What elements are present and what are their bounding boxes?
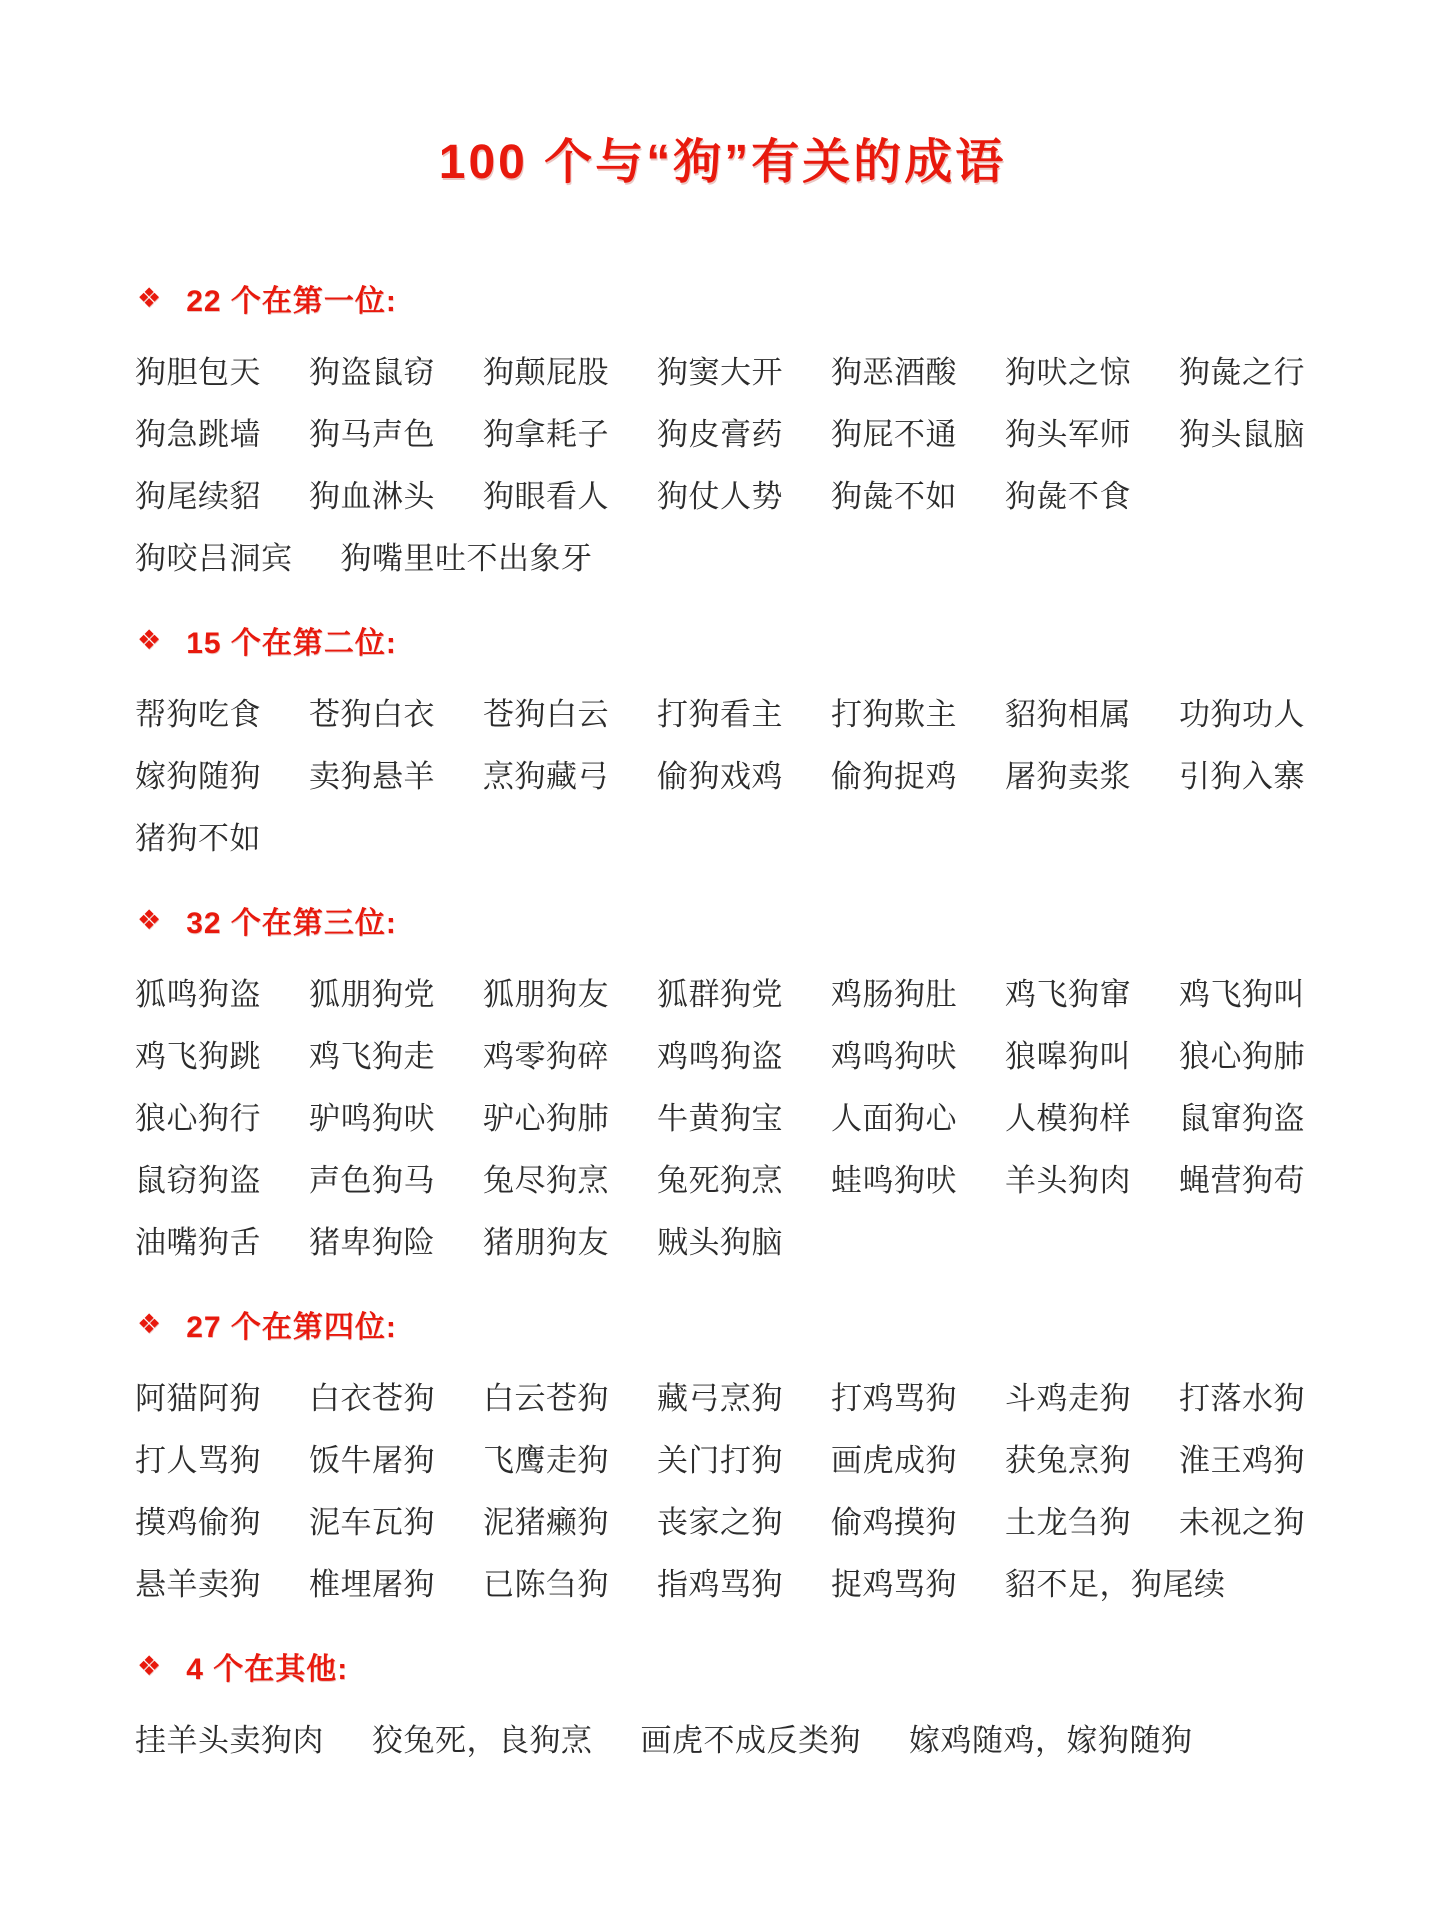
diamond-bullet-icon: ❖ — [137, 282, 163, 313]
idiom-text: 狗马声色 — [309, 416, 435, 452]
section-heading-label: 27 个在第四位: — [186, 1311, 397, 1344]
idiom-text: 关门打狗 — [657, 1442, 783, 1478]
idiom-text: 兔尽狗烹 — [483, 1162, 609, 1198]
idiom-text: 狗彘之行 — [1179, 354, 1305, 390]
idiom-text: 狐朋狗党 — [309, 976, 435, 1012]
section-heading-label: 32 个在第三位: — [186, 907, 397, 940]
idiom-text: 狗胆包天 — [135, 354, 261, 390]
idiom-line — [135, 1488, 1310, 1550]
diamond-bullet-icon: ❖ — [137, 904, 163, 935]
idiom-text: 狗头军师 — [1005, 416, 1131, 452]
idiom-text: 狗急跳墙 — [135, 416, 261, 452]
idiom-text: 嫁鸡随鸡，嫁狗随狗 — [909, 1722, 1193, 1758]
idiom-text: 狗彘不如 — [831, 478, 957, 514]
idiom-text: 摸鸡偷狗 — [135, 1504, 261, 1540]
idiom-text: 鸡飞狗走 — [309, 1038, 435, 1074]
idiom-text: 引狗入寨 — [1179, 758, 1305, 794]
idiom-text: 狗窦大开 — [657, 354, 783, 390]
idiom-text: 偷狗捉鸡 — [831, 758, 957, 794]
section-heading — [137, 620, 1310, 660]
idiom-text: 苍狗白衣 — [309, 696, 435, 732]
diamond-bullet-icon: ❖ — [137, 1650, 163, 1681]
page-title: 100 个与“狗”有关的成语 — [438, 136, 1007, 189]
section-heading — [137, 278, 1310, 318]
idiom-line — [135, 1426, 1310, 1488]
idiom-text: 鸡飞狗叫 — [1179, 976, 1305, 1012]
idiom-text: 功狗功人 — [1179, 696, 1305, 732]
idiom-text: 飞鹰走狗 — [483, 1442, 609, 1478]
idiom-text: 嫁狗随狗 — [135, 758, 261, 794]
idiom-text: 苍狗白云 — [483, 696, 609, 732]
idiom-text: 屠狗卖浆 — [1005, 758, 1131, 794]
idiom-text: 狡兔死，良狗烹 — [372, 1722, 593, 1758]
idiom-text: 已陈刍狗 — [483, 1566, 609, 1602]
idiom-text: 鸡鸣狗吠 — [831, 1038, 957, 1074]
idiom-line — [135, 1208, 1310, 1270]
idiom-text: 打鸡骂狗 — [831, 1380, 957, 1416]
idiom-text: 猪狗不如 — [135, 820, 261, 856]
idiom-text: 鼠窃狗盗 — [135, 1162, 261, 1198]
idiom-text: 狐群狗党 — [657, 976, 783, 1012]
idiom-text: 人模狗样 — [1005, 1100, 1131, 1136]
idiom-text: 牛黄狗宝 — [657, 1100, 783, 1136]
idiom-line — [135, 680, 1310, 742]
idiom-text: 狼心狗肺 — [1179, 1038, 1305, 1074]
idiom-text: 斗鸡走狗 — [1005, 1380, 1131, 1416]
idiom-line — [135, 1706, 1310, 1768]
idiom-line — [135, 400, 1310, 462]
idiom-text: 椎埋屠狗 — [309, 1566, 435, 1602]
idiom-text: 卖狗悬羊 — [309, 758, 435, 794]
idiom-text: 捉鸡骂狗 — [831, 1566, 957, 1602]
idiom-text: 丧家之狗 — [657, 1504, 783, 1540]
idiom-text: 狗恶酒酸 — [831, 354, 957, 390]
idiom-text: 阿猫阿狗 — [135, 1380, 261, 1416]
idiom-text: 狗眼看人 — [483, 478, 609, 514]
idiom-text: 偷狗戏鸡 — [657, 758, 783, 794]
idiom-line — [135, 338, 1310, 400]
idiom-text: 狗尾续貂 — [135, 478, 261, 514]
idiom-line — [135, 1364, 1310, 1426]
section-heading — [137, 1304, 1310, 1344]
idiom-text: 打人骂狗 — [135, 1442, 261, 1478]
idiom-text: 猪朋狗友 — [483, 1224, 609, 1260]
idiom-text: 烹狗藏弓 — [483, 758, 609, 794]
idiom-text: 油嘴狗舌 — [135, 1224, 261, 1260]
idiom-text: 狗彘不食 — [1005, 478, 1131, 514]
idiom-sections — [135, 278, 1310, 1768]
idiom-text: 画虎不成反类狗 — [640, 1722, 861, 1758]
idiom-line — [135, 1022, 1310, 1084]
idiom-line — [135, 804, 1310, 866]
idiom-text: 白云苍狗 — [483, 1380, 609, 1416]
idiom-text: 貂狗相属 — [1005, 696, 1131, 732]
idiom-line — [135, 1550, 1310, 1612]
idiom-text: 帮狗吃食 — [135, 696, 261, 732]
idiom-text: 悬羊卖狗 — [135, 1566, 261, 1602]
idiom-text: 指鸡骂狗 — [657, 1566, 783, 1602]
idiom-text: 泥猪癞狗 — [483, 1504, 609, 1540]
idiom-text: 贼头狗脑 — [657, 1224, 783, 1260]
idiom-text: 白衣苍狗 — [309, 1380, 435, 1416]
diamond-bullet-icon: ❖ — [137, 1308, 163, 1339]
idiom-text: 蝇营狗苟 — [1179, 1162, 1305, 1198]
idiom-text: 鸡鸣狗盗 — [657, 1038, 783, 1074]
idiom-line — [135, 960, 1310, 1022]
idiom-text: 偷鸡摸狗 — [831, 1504, 957, 1540]
idiom-line — [135, 742, 1310, 804]
idiom-text: 狗仗人势 — [657, 478, 783, 514]
idiom-text: 画虎成狗 — [831, 1442, 957, 1478]
idiom-text: 狗血淋头 — [309, 478, 435, 514]
idiom-text: 打狗看主 — [657, 696, 783, 732]
idiom-text: 狐朋狗友 — [483, 976, 609, 1012]
section-heading-label: 4 个在其他: — [186, 1653, 349, 1686]
idiom-text: 兔死狗烹 — [657, 1162, 783, 1198]
idiom-text: 貂不足，狗尾续 — [1005, 1566, 1226, 1602]
idiom-text: 狗咬吕洞宾 — [135, 540, 293, 576]
idiom-section — [135, 1304, 1310, 1612]
idiom-text: 未视之狗 — [1179, 1504, 1305, 1540]
idiom-section — [135, 278, 1310, 586]
section-heading — [137, 1646, 1310, 1686]
idiom-text: 鼠窜狗盗 — [1179, 1100, 1305, 1136]
idiom-line — [135, 1146, 1310, 1208]
idiom-text: 蛙鸣狗吠 — [831, 1162, 957, 1198]
idiom-line — [135, 1084, 1310, 1146]
idiom-text: 狗吠之惊 — [1005, 354, 1131, 390]
diamond-bullet-icon: ❖ — [137, 624, 163, 655]
idiom-text: 打狗欺主 — [831, 696, 957, 732]
idiom-text: 猪卑狗险 — [309, 1224, 435, 1260]
idiom-line — [135, 524, 1310, 586]
idiom-text: 羊头狗肉 — [1005, 1162, 1131, 1198]
section-heading-label: 15 个在第二位: — [186, 627, 397, 660]
idiom-text: 狗嘴里吐不出象牙 — [340, 540, 593, 576]
idiom-line — [135, 462, 1310, 524]
idiom-text: 鸡飞狗窜 — [1005, 976, 1131, 1012]
idiom-section — [135, 900, 1310, 1270]
idiom-text: 人面狗心 — [831, 1100, 957, 1136]
idiom-text: 淮王鸡狗 — [1179, 1442, 1305, 1478]
idiom-text: 挂羊头卖狗肉 — [135, 1722, 324, 1758]
section-heading — [137, 900, 1310, 940]
idiom-text: 狗盗鼠窃 — [309, 354, 435, 390]
idiom-text: 狼嗥狗叫 — [1005, 1038, 1131, 1074]
idiom-text: 狗头鼠脑 — [1179, 416, 1305, 452]
idiom-section — [135, 1646, 1310, 1768]
idiom-text: 鸡零狗碎 — [483, 1038, 609, 1074]
idiom-text: 藏弓烹狗 — [657, 1380, 783, 1416]
idiom-text: 饭牛屠狗 — [309, 1442, 435, 1478]
idiom-text: 驴心狗肺 — [483, 1100, 609, 1136]
idiom-section — [135, 620, 1310, 866]
idiom-text: 狼心狗行 — [135, 1100, 261, 1136]
idiom-text: 驴鸣狗吠 — [309, 1100, 435, 1136]
idiom-text: 鸡肠狗肚 — [831, 976, 957, 1012]
idiom-text: 鸡飞狗跳 — [135, 1038, 261, 1074]
idiom-text: 狗皮膏药 — [657, 416, 783, 452]
idiom-text: 获兔烹狗 — [1005, 1442, 1131, 1478]
idiom-text: 土龙刍狗 — [1005, 1504, 1131, 1540]
idiom-text: 泥车瓦狗 — [309, 1504, 435, 1540]
idiom-text: 狐鸣狗盗 — [135, 976, 261, 1012]
idiom-text: 打落水狗 — [1179, 1380, 1305, 1416]
idiom-text: 狗颠屁股 — [483, 354, 609, 390]
section-heading-label: 22 个在第一位: — [186, 285, 397, 318]
idiom-text: 狗拿耗子 — [483, 416, 609, 452]
idiom-text: 狗屁不通 — [831, 416, 957, 452]
idiom-text: 声色狗马 — [309, 1162, 435, 1198]
